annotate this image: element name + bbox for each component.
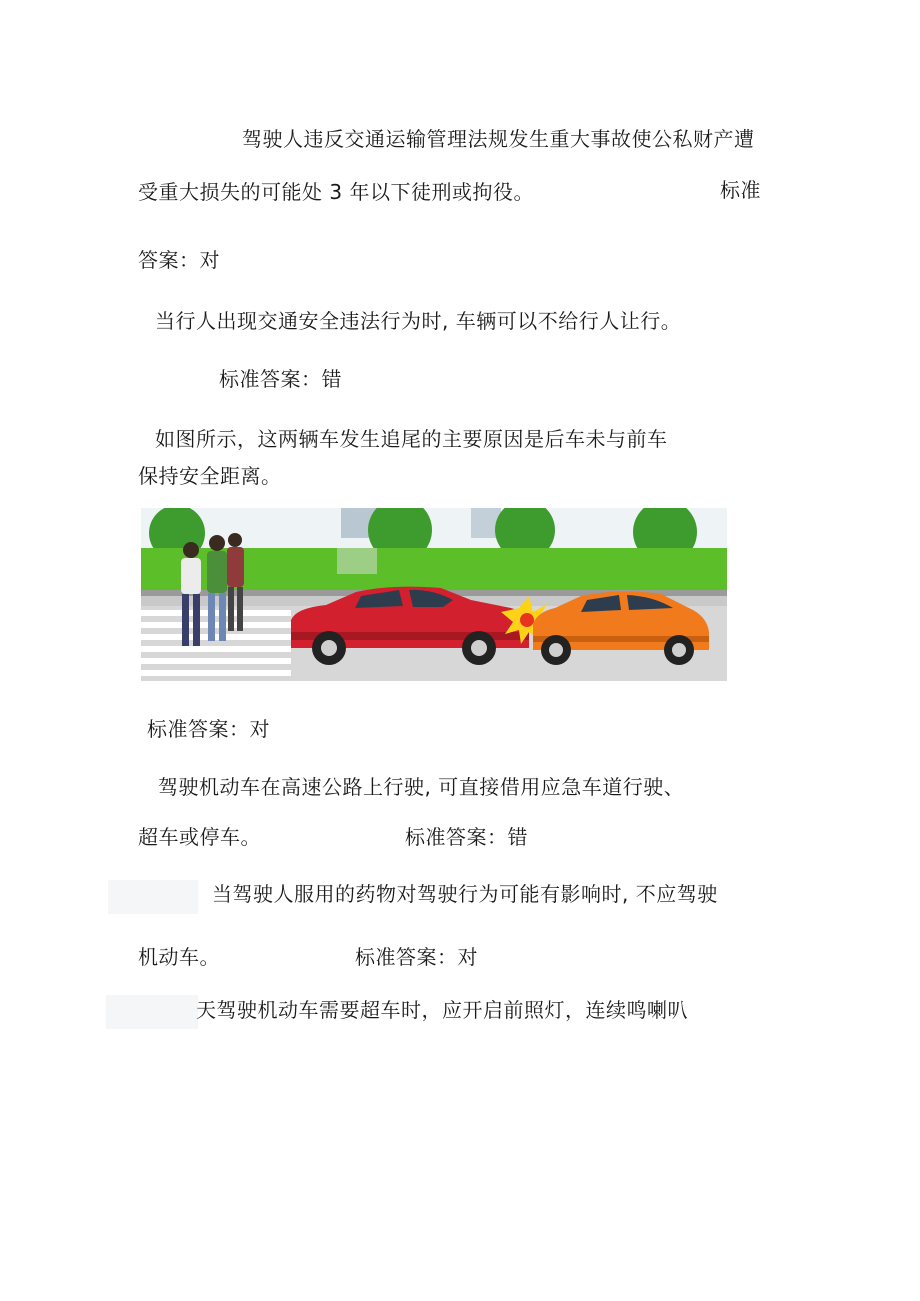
q4-line2: 超车或停车。	[138, 825, 261, 849]
q1-line2: 受重大损失的可能处 3 年以下徒刑或拘役。	[138, 180, 534, 204]
scan-smudge	[106, 995, 198, 1029]
q1-answer: 答案：对	[138, 248, 220, 272]
q3-line2: 保持安全距离。	[138, 464, 282, 488]
q3-answer: 标准答案：对	[147, 717, 270, 741]
q1-answer-label: 标准	[720, 178, 761, 202]
q2-question: 当行人出现交通安全违法行为时, 车辆可以不给行人让行。	[155, 309, 682, 333]
q1-line1: 驾驶人违反交通运输管理法规发生重大事故使公私财产遭	[242, 127, 755, 151]
q5-answer: 标准答案：对	[355, 945, 478, 969]
q4-answer: 标准答案：错	[405, 825, 528, 849]
scan-smudge	[108, 880, 198, 914]
q2-answer: 标准答案：错	[219, 367, 342, 391]
q6-line1: 天驾驶机动车需要超车时，应开启前照灯，连续鸣喇叭	[196, 998, 688, 1022]
rear-end-collision-illustration	[141, 508, 727, 681]
q3-line1: 如图所示，这两辆车发生追尾的主要原因是后车未与前车	[155, 427, 668, 451]
q5-line1: 当驾驶人服用的药物对驾驶行为可能有影响时, 不应驾驶	[212, 882, 718, 906]
q5-line2: 机动车。	[138, 945, 220, 969]
q4-line1: 驾驶机动车在高速公路上行驶, 可直接借用应急车道行驶、	[158, 775, 685, 799]
